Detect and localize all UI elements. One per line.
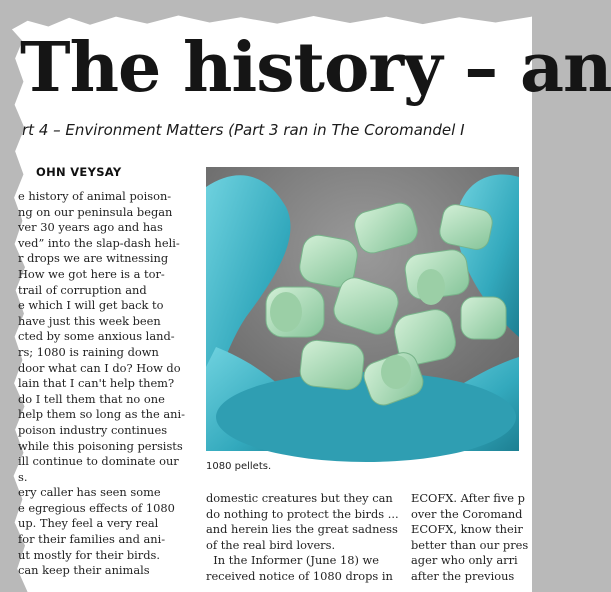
text-line: s. <box>18 469 28 484</box>
text-line: rs; 1080 is raining down <box>18 344 159 359</box>
photo-caption: 1080 pellets. <box>206 461 272 472</box>
text-line: ECOFX, know their <box>411 522 523 537</box>
text-line: up. They feel a very real <box>18 516 159 531</box>
text-line: have just this week been <box>18 313 161 328</box>
text-line: r drops we are witnessing <box>18 251 169 266</box>
text-line: can keep their animals <box>18 563 150 578</box>
text-line: ved” into the slap-dash heli- <box>18 235 180 250</box>
text-line: of the real bird lovers. <box>206 537 336 552</box>
text-line: door what can I do? How do <box>18 360 181 375</box>
text-line: In the Informer (June 18) we <box>206 553 380 568</box>
text-line: ECOFX. After five p <box>411 491 525 505</box>
text-line: help them so long as the ani- <box>18 407 185 422</box>
text-line: lain that I can't help them? <box>18 376 175 391</box>
article-column-2 <box>206 491 402 585</box>
text-line: e egregious effects of 1080 <box>18 500 175 515</box>
text-line: received notice of 1080 drops in <box>206 568 393 583</box>
text-line: ill continue to dominate our <box>18 454 179 469</box>
text-line: ut mostly for their birds. <box>18 547 160 562</box>
text-line: for their families and ani- <box>18 532 166 547</box>
article-column-3 <box>411 491 531 585</box>
text-line: ng on our peninsula began <box>18 204 173 219</box>
subtitle: rt 4 – Environment Matters (Part 3 ran in The Coromandel I <box>22 121 465 139</box>
text-line: poison industry continues <box>18 422 168 437</box>
text-line: after the previous <box>411 568 515 583</box>
text-line: cted by some anxious land- <box>18 329 175 344</box>
text-line: How we got here is a tor- <box>18 266 165 281</box>
text-line: ver 30 years ago and has <box>18 220 163 235</box>
text-line: trail of corruption and <box>18 282 147 297</box>
text-line: ery caller has seen some <box>18 485 161 500</box>
text-line: do nothing to protect the birds ... <box>206 506 399 521</box>
text-line: do I tell them that no one <box>18 391 165 406</box>
text-line: e which I will get back to <box>18 298 164 313</box>
text-line: while this poisoning persists <box>18 438 183 453</box>
photo-1080-pellets <box>206 167 519 451</box>
headline: The history – an <box>20 28 611 108</box>
article-column-1 <box>18 189 196 579</box>
text-line: and herein lies the great sadness <box>206 522 398 537</box>
text-line: e history of animal poison- <box>18 189 172 203</box>
text-line: over the Coromand <box>411 506 523 521</box>
text-line: domestic creatures but they can <box>206 491 393 505</box>
text-line: ager who only arri <box>411 553 518 568</box>
text-line: better than our pres <box>411 537 529 552</box>
byline: OHN VEYSAY <box>36 165 122 179</box>
